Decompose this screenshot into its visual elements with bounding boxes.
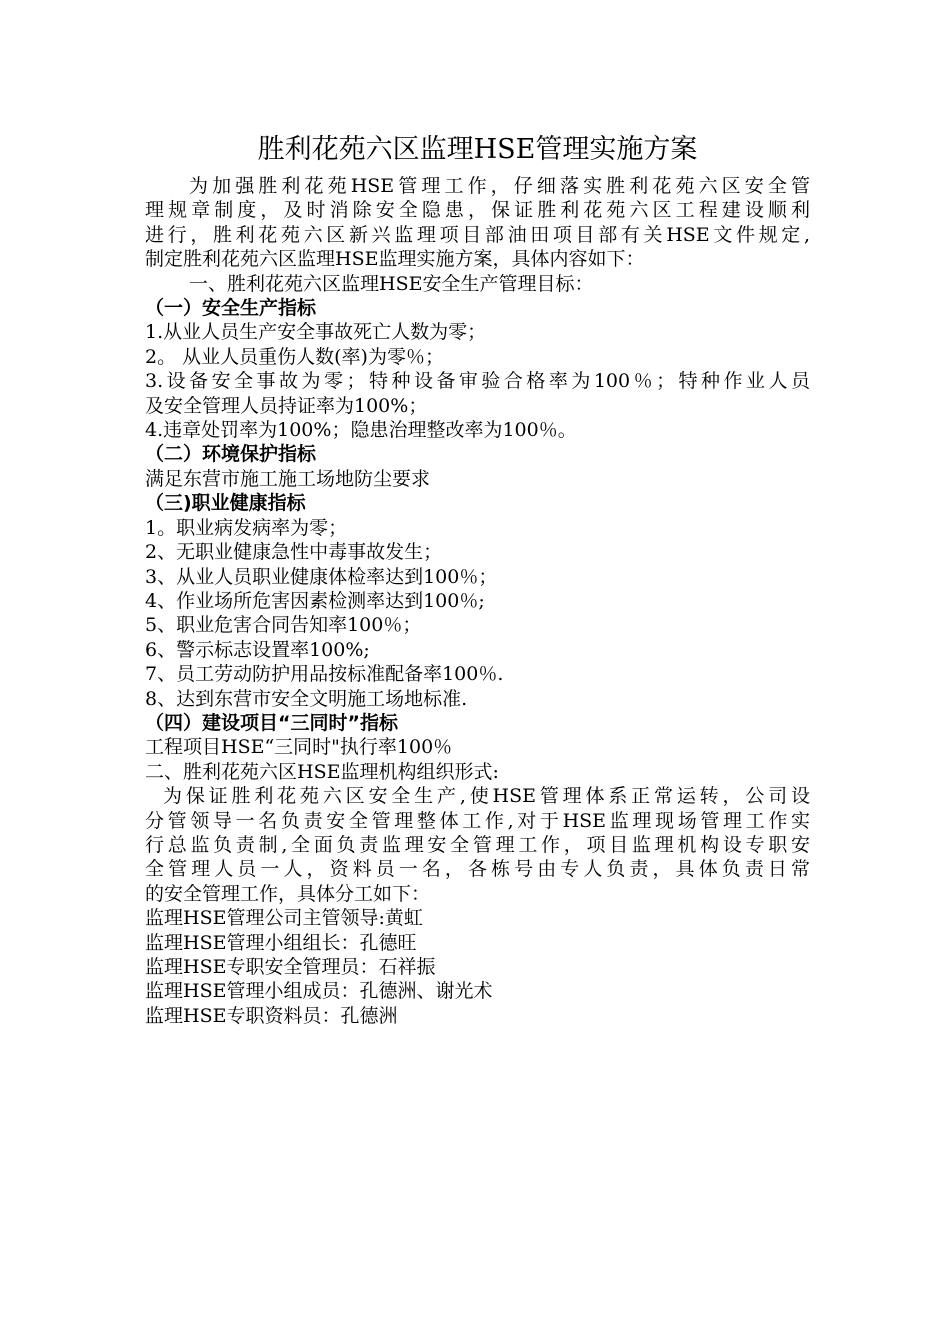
paragraph-line: 为保证胜利花苑六区安全生产,使HSE管理体系正常运转，公司设: [163, 785, 810, 808]
list-item: 4.违章处罚率为100%；隐患治理整改率为100％。: [145, 419, 577, 442]
list-item: 及安全管理人员持证率为100%；: [145, 394, 428, 417]
paragraph-line: 分管领导一名负责安全管理整体工作,对于HSE监理现场管理工作实: [145, 809, 810, 832]
intro-line: 为加强胜利花苑HSE管理工作，仔细落实胜利花苑六区安全管: [189, 175, 810, 197]
paragraph-line: 全管理人员一人，资料员一名，各栋号由专人负责，具体负责日常: [145, 858, 810, 881]
list-item: 4、作业场所危害因素检测率达到100％;: [145, 589, 485, 612]
list-item: 1。职业病发病率为零；: [145, 516, 348, 539]
staff-item: 监理HSE管理小组组长：孔德旺: [145, 931, 417, 954]
list-item: 满足东营市施工施工场地防尘要求: [145, 467, 431, 490]
section-two-title: 二、胜利花苑六区HSE监理机构组织形式:: [145, 760, 499, 783]
intro-paragraph: [145, 174, 810, 272]
health-indicators-heading: （三)职业健康指标: [145, 492, 306, 515]
list-item: 1.从业人员生产安全事故死亡人数为零；: [145, 321, 487, 344]
environment-indicators-heading: （二）环境保护指标: [145, 443, 317, 466]
list-item: 7、员工劳动防护用品按标准配备率100％.: [145, 663, 504, 686]
list-item: 工程项目HSE“三同时"执行率100％: [145, 736, 453, 759]
staff-item: 监理HSE管理小组成员：孔德洲、谢光术: [145, 980, 493, 1003]
document-page: [145, 128, 810, 1028]
list-item: 3.设备安全事故为零；特种设备审验合格率为100％；特种作业人员: [145, 370, 810, 393]
list-item: 2、无职业健康急性中毒事故发生；: [145, 541, 443, 564]
three-simultaneous-heading: （四）建设项目“三同时”指标: [145, 711, 398, 734]
list-item: 5、职业危害合同告知率100％；: [145, 614, 422, 637]
staff-item: 监理HSE专职资料员：孔德洲: [145, 1004, 398, 1027]
three-simultaneous-section: [145, 711, 810, 760]
safety-indicators-section: [145, 296, 810, 442]
health-indicators-section: [145, 491, 810, 711]
intro-line: 进行，胜利花苑六区新兴监理项目部油田项目部有关HSE文件规定,: [145, 223, 810, 246]
document-title: 胜利花苑六区监理HSE管理实施方案: [257, 134, 698, 165]
intro-line: 制定胜利花苑六区监理HSE监理实施方案，具体内容如下：: [145, 248, 645, 271]
staff-item: 监理HSE管理公司主管领导:黄虹: [145, 907, 423, 930]
list-item: 8、达到东营市安全文明施工场地标准.: [145, 687, 468, 710]
list-item: 2。 从业人员重伤人数(率)为零％；: [145, 345, 444, 368]
environment-indicators-section: [145, 442, 810, 491]
safety-indicators-heading: （一）安全生产指标: [145, 297, 317, 320]
organization-paragraph: [145, 784, 810, 906]
section-one-title: 一、胜利花苑六区监理HSE安全生产管理目标：: [189, 272, 594, 295]
staff-item: 监理HSE专职安全管理员：石祥振: [145, 956, 436, 978]
paragraph-line: 行总监负责制,全面负责监理安全管理工作，项目监理机构设专职安: [145, 833, 810, 856]
list-item: 6、警示标志设置率100%;: [145, 638, 370, 661]
paragraph-line: 的安全管理工作，具体分工如下：: [145, 882, 431, 905]
staff-list: [145, 906, 810, 1028]
list-item: 3、从业人员职业健康体检率达到100％；: [145, 565, 498, 588]
intro-line: 理规章制度，及时消除安全隐患，保证胜利花苑六区工程建设顺利: [145, 199, 810, 222]
